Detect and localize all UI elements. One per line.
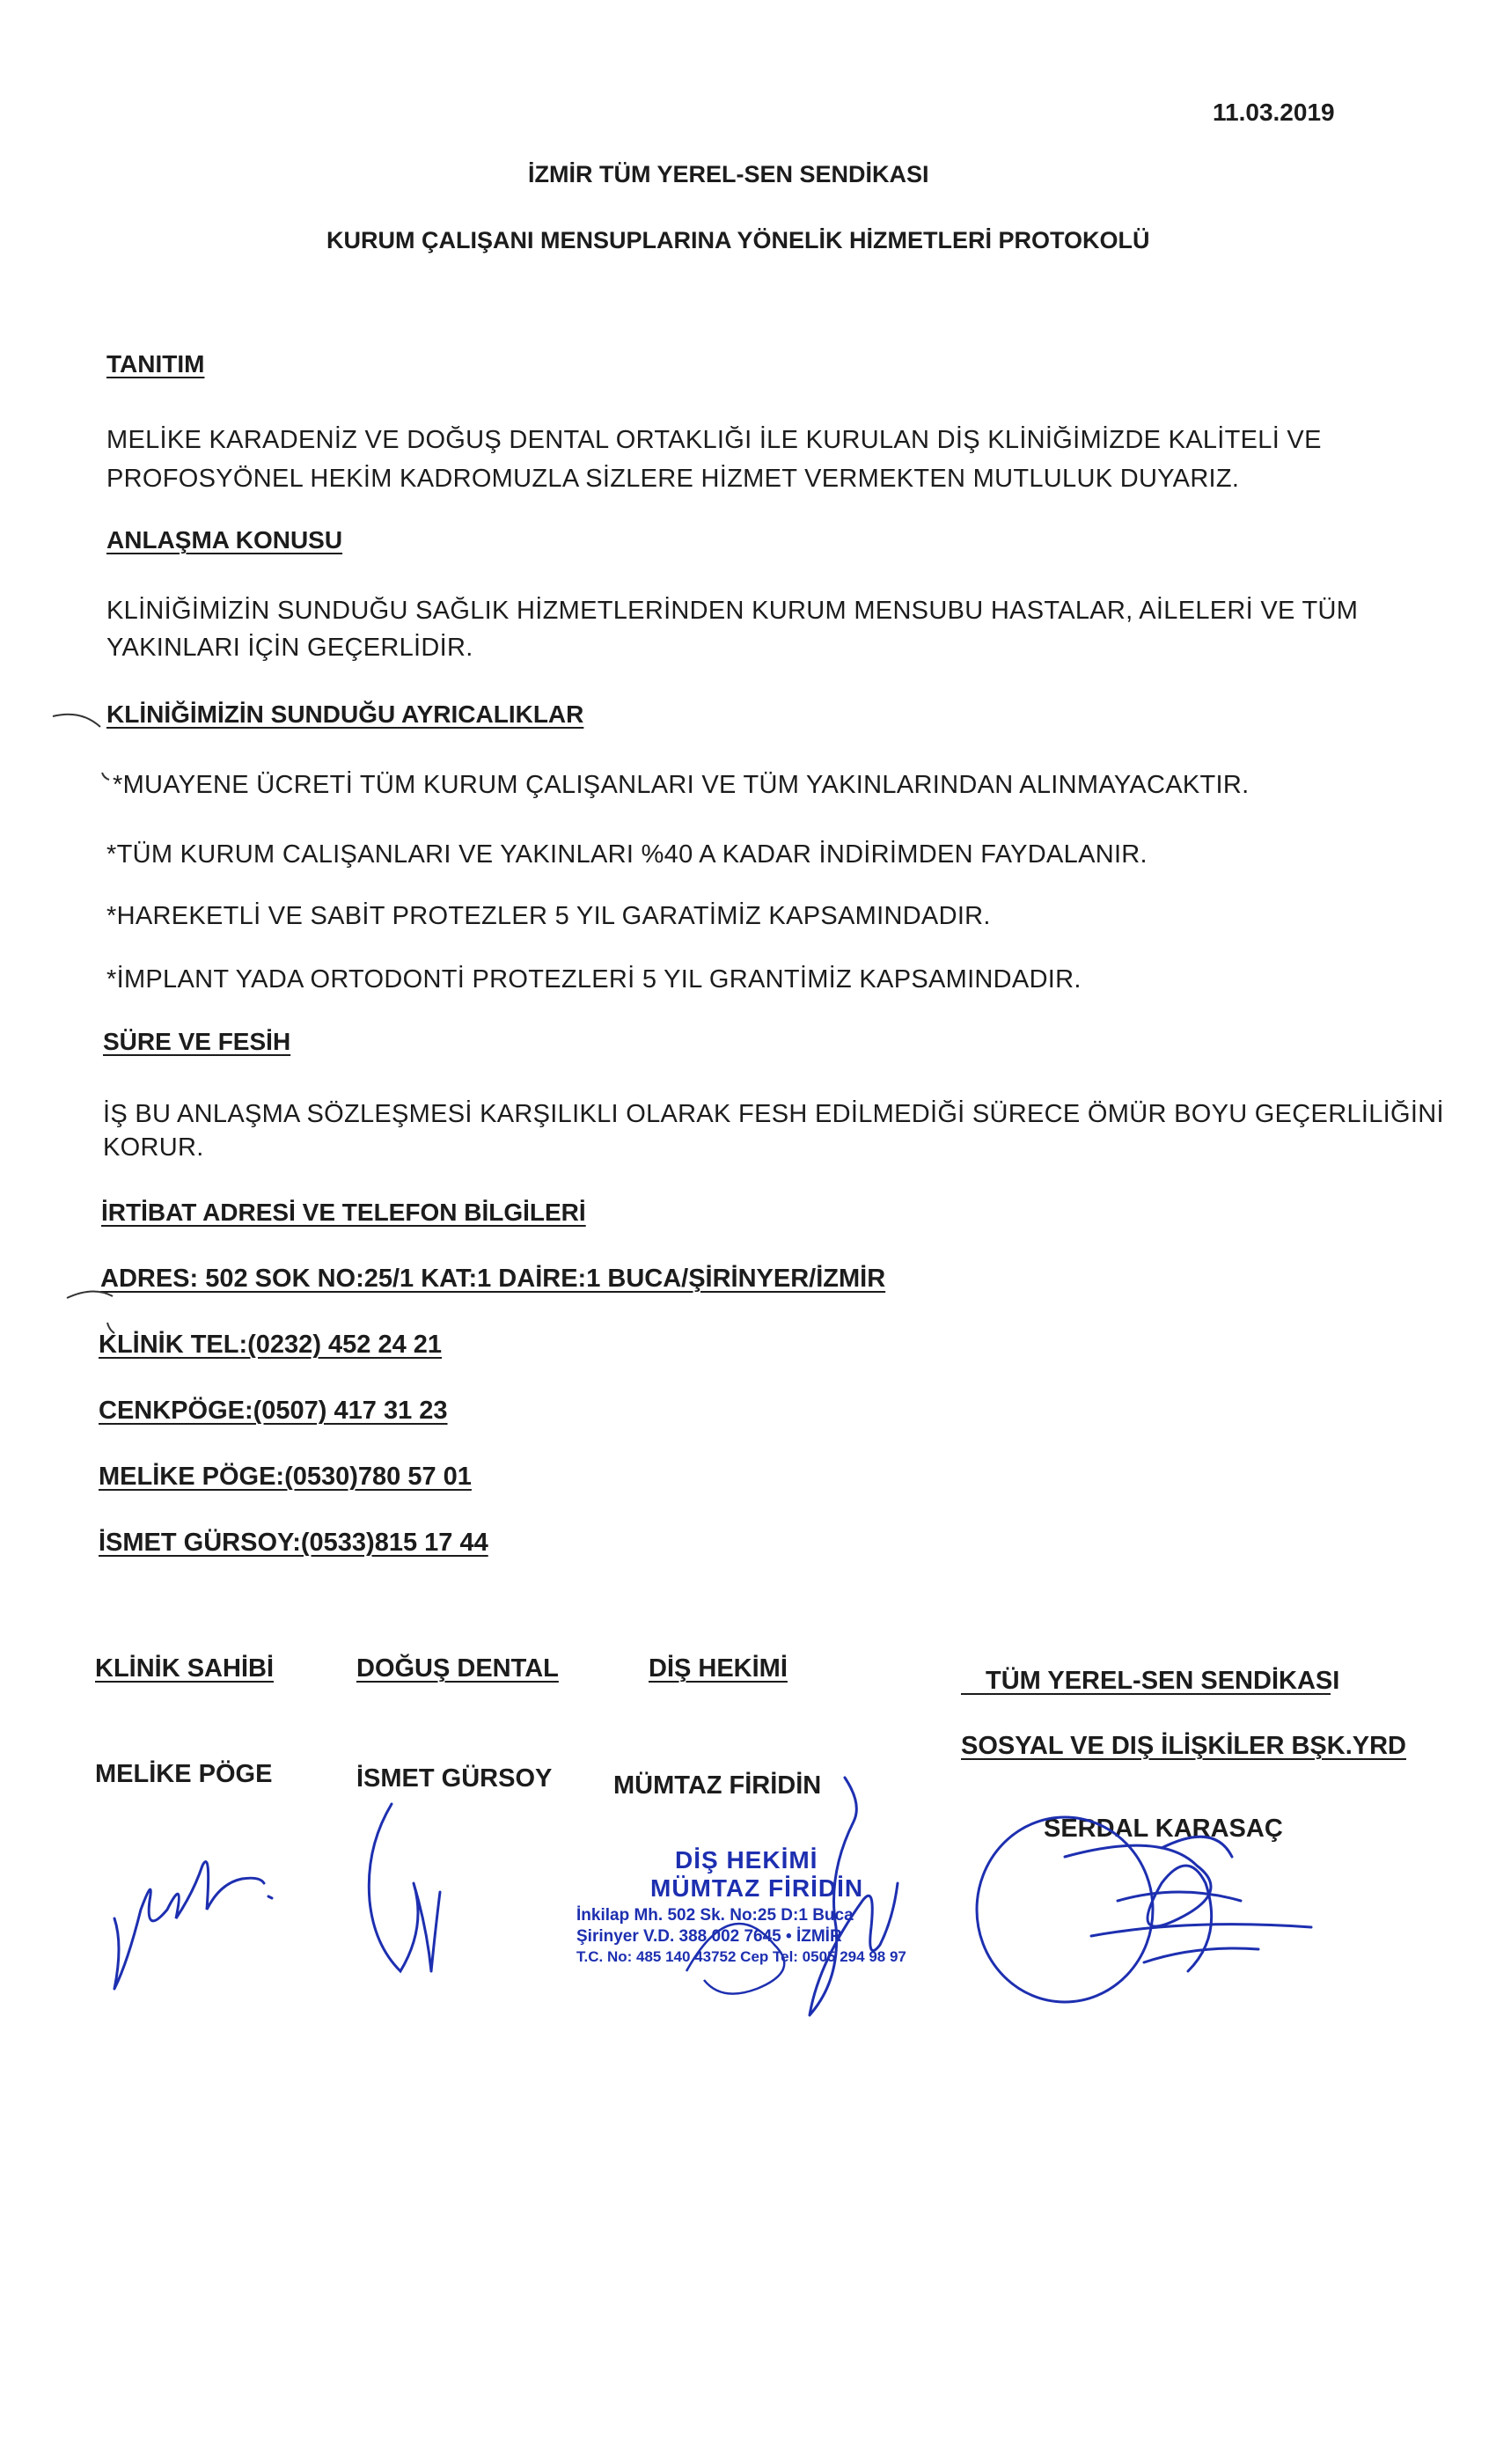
sure-line-1: İŞ BU ANLAŞMA SÖZLEŞMESİ KARŞILIKLI OLARAK FESH EDİLMEDİĞİ SÜRECE ÖMÜR BOYU GEÇERLİLİĞİNİ bbox=[103, 1100, 1444, 1128]
contact-address: ADRES: 502 SOK NO:25/1 KAT:1 DAİRE:1 BUCA/ŞİRİNYER/İZMİR bbox=[100, 1265, 886, 1293]
signature-ismet bbox=[348, 1795, 453, 2006]
section-heading-konu: ANLAŞMA KONUSU bbox=[106, 526, 343, 554]
privilege-item: *İMPLANT YADA ORTODONTİ PROTEZLERİ 5 YIL GRANTİMİZ KAPSAMINDADIR. bbox=[106, 965, 1082, 994]
konu-line-2: YAKINLARI İÇİN GEÇERLİDİR. bbox=[106, 634, 473, 662]
privilege-item: *TÜM KURUM CALIŞANLARI VE YAKINLARI %40 A KADAR İNDİRİMDEN FAYDALANIR. bbox=[106, 840, 1148, 869]
section-heading-irtibat: İRTİBAT ADRESİ VE TELEFON BİLGİLERİ bbox=[101, 1199, 586, 1226]
konu-line-1: KLİNİĞİMİZİN SUNDUĞU SAĞLIK HİZMETLERİNDEN KURUM MENSUBU HASTALAR, AİLELERİ VE TÜM bbox=[106, 597, 1359, 625]
title-union: İZMİR TÜM YEREL-SEN SENDİKASI bbox=[528, 161, 929, 187]
sign-role-union-sub: SOSYAL VE DIŞ İLİŞKİLER BŞK.YRD bbox=[961, 1732, 1406, 1760]
stamp-title: DİŞ HEKİMİ bbox=[675, 1846, 818, 1874]
section-heading-ayricaliklar: KLİNİĞİMİZİN SUNDUĞU AYRICALIKLAR bbox=[106, 700, 584, 728]
stamp-name: MÜMTAZ FİRİDİN bbox=[650, 1874, 864, 1902]
pen-mark-icon bbox=[62, 1280, 123, 1342]
sign-name-ismet: İSMET GÜRSOY bbox=[356, 1764, 553, 1793]
privilege-item: *MUAYENE ÜCRETİ TÜM KURUM ÇALIŞANLARI VE TÜM YAKINLARINDAN ALINMAYACAKTIR. bbox=[113, 771, 1250, 799]
contact-melike-phone: MELİKE PÖGE:(0530)780 57 01 bbox=[99, 1463, 472, 1491]
privilege-item: *HAREKETLİ VE SABİT PROTEZLER 5 YIL GARATİMİZ KAPSAMINDADIR. bbox=[106, 902, 991, 930]
signature-serdal bbox=[968, 1795, 1338, 2024]
signature-melike bbox=[88, 1813, 299, 2006]
tanitim-line-2: PROFOSYÖNEL HEKİM KADROMUZLA SİZLERE HİZMET VERMEKTEN MUTLULUK DUYARIZ. bbox=[106, 465, 1240, 493]
sign-name-serdal: SERDAL KARASAÇ bbox=[1044, 1815, 1283, 1843]
sign-role-dogus-dental: DOĞUŞ DENTAL bbox=[356, 1654, 559, 1683]
sign-role-dentist: DİŞ HEKİMİ bbox=[649, 1654, 788, 1683]
sign-role-clinic-owner: KLİNİK SAHİBİ bbox=[95, 1654, 274, 1683]
document-date: 11.03.2019 bbox=[1213, 99, 1335, 126]
section-heading-sure: SÜRE VE FESİH bbox=[103, 1028, 291, 1055]
contact-ismet-phone: İSMET GÜRSOY:(0533)815 17 44 bbox=[99, 1529, 488, 1557]
sign-name-melike: MELİKE PÖGE bbox=[95, 1760, 273, 1788]
sign-name-mumtaz: MÜMTAZ FİRİDİN bbox=[613, 1771, 822, 1800]
pen-mark-icon bbox=[46, 704, 116, 783]
tanitim-line-1: MELİKE KARADENİZ VE DOĞUŞ DENTAL ORTAKLIĞI İLE KURULAN DİŞ KLİNİĞİMİZDE KALİTELİ VE bbox=[106, 426, 1322, 454]
section-heading-tanitim: TANITIM bbox=[106, 350, 205, 378]
sign-role-union: TÜM YEREL-SEN SENDİKASI bbox=[986, 1667, 1340, 1695]
contact-clinic-phone: KLİNİK TEL:(0232) 452 24 21 bbox=[99, 1331, 443, 1359]
stamp-address: İnkilap Mh. 502 Sk. No:25 D:1 Buca bbox=[576, 1906, 854, 1925]
sure-line-2: KORUR. bbox=[103, 1133, 204, 1162]
stamp-phone: T.C. No: 485 140 43752 Cep Tel: 0505 294 98 97 bbox=[576, 1948, 906, 1965]
contact-cenk-phone: CENKPÖGE:(0507) 417 31 23 bbox=[99, 1397, 448, 1425]
stamp-tax: Şirinyer V.D. 388 002 7645 • İZMİR bbox=[576, 1927, 842, 1946]
title-protocol: KURUM ÇALIŞANI MENSUPLARINA YÖNELİK HİZMETLERİ PROTOKOLÜ bbox=[326, 227, 1150, 253]
